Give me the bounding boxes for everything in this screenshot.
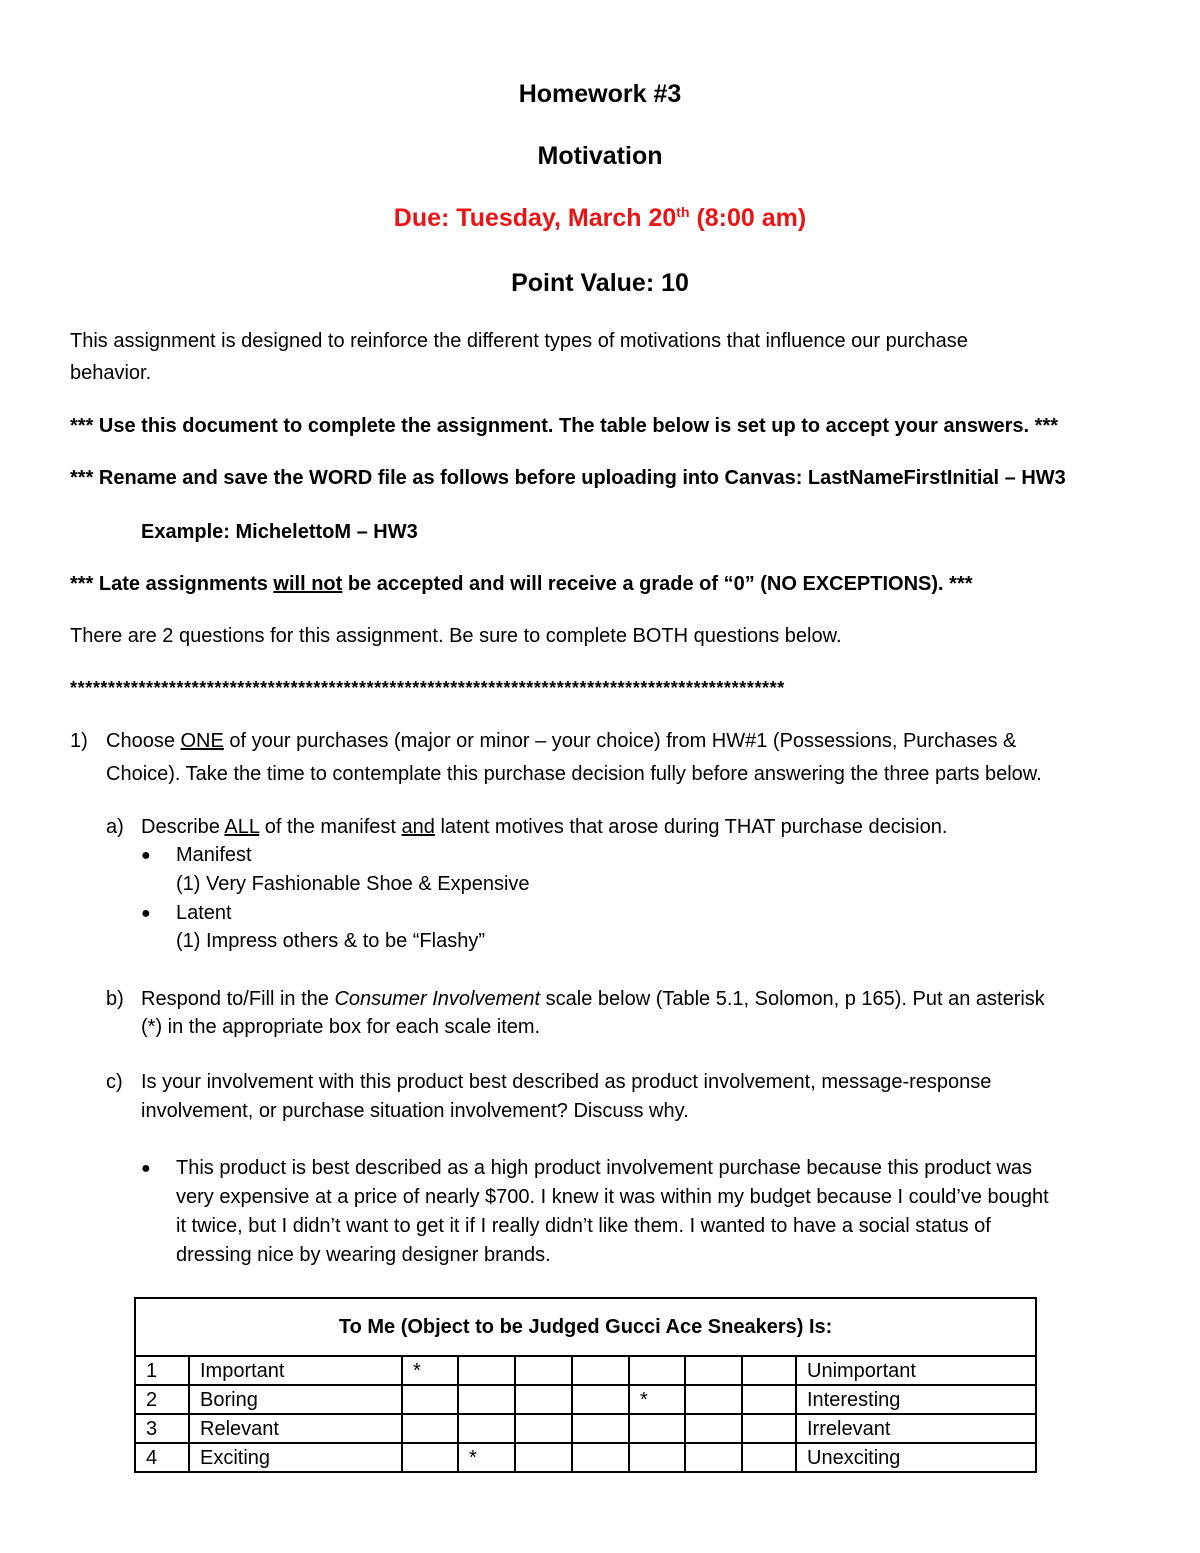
due-date: Due: Tuesday, March 20th (8:00 am) xyxy=(393,204,807,232)
document-subtitle: Motivation xyxy=(537,142,663,170)
bullet-icon: ● xyxy=(141,905,151,922)
use-document-note: *** Use this document to complete the assignment. The table below is set up to accept your answers. *** xyxy=(70,415,1059,437)
scale-cell[interactable]: * xyxy=(458,1443,515,1472)
part-c-answer-line-3: it twice, but I didn’t want to get it if I really didn’t like them. I wanted to have a social status of xyxy=(176,1215,991,1237)
scale-cell[interactable] xyxy=(685,1414,742,1443)
scale-cell[interactable] xyxy=(572,1414,629,1443)
scale-cell[interactable] xyxy=(572,1443,629,1472)
rename-example: Example: MichelettoM – HW3 xyxy=(141,521,418,543)
question-1-number: 1) xyxy=(70,730,88,752)
questions-note: There are 2 questions for this assignment. Be sure to complete BOTH questions below. xyxy=(70,625,842,647)
manifest-label: Manifest xyxy=(176,844,252,866)
scale-right-label: Unimportant xyxy=(796,1356,1036,1385)
scale-cell[interactable] xyxy=(402,1385,458,1414)
scale-cell[interactable] xyxy=(458,1385,515,1414)
question-1-line-2: Choice). Take the time to contemplate this purchase decision fully before answering the three parts below. xyxy=(106,763,1042,785)
scale-cell[interactable] xyxy=(515,1443,572,1472)
scale-row xyxy=(135,1414,1036,1443)
scale-row xyxy=(135,1385,1036,1414)
latent-item: (1) Impress others & to be “Flashy” xyxy=(176,930,485,952)
scale-row-number: 1 xyxy=(135,1356,189,1385)
scale-cell[interactable] xyxy=(629,1443,685,1472)
manifest-item: (1) Very Fashionable Shoe & Expensive xyxy=(176,873,530,895)
scale-left-label: Relevant xyxy=(189,1414,402,1443)
scale-cell[interactable] xyxy=(515,1356,572,1385)
scale-row-number: 4 xyxy=(135,1443,189,1472)
separator-stars: ********************************************************************************************** xyxy=(70,678,785,698)
part-a-label: a) xyxy=(106,816,124,838)
intro-line-1: This assignment is designed to reinforce the different types of motivations that influence our purchase xyxy=(70,330,968,352)
scale-row xyxy=(135,1356,1036,1385)
scale-cell[interactable] xyxy=(458,1356,515,1385)
scale-cell[interactable] xyxy=(572,1385,629,1414)
scale-cell[interactable]: * xyxy=(402,1356,458,1385)
part-c-answer-line-2: very expensive at a price of nearly $700. I knew it was within my budget because I could’ve bought xyxy=(176,1186,1049,1208)
part-c-answer-line-4: dressing nice by wearing designer brands. xyxy=(176,1244,551,1266)
scale-cell[interactable] xyxy=(402,1414,458,1443)
point-value: Point Value: 10 xyxy=(511,269,689,297)
involvement-scale-table xyxy=(134,1297,1037,1473)
part-c-line-1: Is your involvement with this product best described as product involvement, message-response xyxy=(141,1071,992,1093)
question-1-line-1: Choose ONE of your purchases (major or minor – your choice) from HW#1 (Possessions, Purchases & xyxy=(106,730,1017,752)
scale-cell[interactable] xyxy=(515,1385,572,1414)
bullet-icon: ● xyxy=(141,847,151,864)
scale-cell[interactable]: * xyxy=(629,1385,685,1414)
scale-cell[interactable] xyxy=(629,1356,685,1385)
scale-left-label: Boring xyxy=(189,1385,402,1414)
bullet-icon: ● xyxy=(141,1160,151,1177)
scale-right-label: Interesting xyxy=(796,1385,1036,1414)
part-b-line-1: Respond to/Fill in the Consumer Involvement scale below (Table 5.1, Solomon, p 165). Put an asterisk xyxy=(141,988,1045,1010)
scale-row xyxy=(135,1443,1036,1472)
scale-row-number: 3 xyxy=(135,1414,189,1443)
scale-cell[interactable] xyxy=(629,1414,685,1443)
scale-left-label: Important xyxy=(189,1356,402,1385)
scale-cell[interactable] xyxy=(515,1414,572,1443)
part-b-label: b) xyxy=(106,988,124,1010)
scale-cell[interactable] xyxy=(402,1443,458,1472)
intro-line-2: behavior. xyxy=(70,362,152,384)
part-a-text: Describe ALL of the manifest and latent motives that arose during THAT purchase decision. xyxy=(141,816,948,838)
rename-note: *** Rename and save the WORD file as follows before uploading into Canvas: LastNameFirstInitial – HW3 xyxy=(70,467,1066,489)
scale-cell[interactable] xyxy=(742,1356,796,1385)
part-b-line-2: (*) in the appropriate box for each scale item. xyxy=(141,1016,541,1038)
scale-cell[interactable] xyxy=(685,1385,742,1414)
late-policy-note: *** Late assignments will not be accepted and will receive a grade of “0” (NO EXCEPTIONS). *** xyxy=(70,573,973,595)
scale-cell[interactable] xyxy=(685,1356,742,1385)
scale-right-label: Irrelevant xyxy=(796,1414,1036,1443)
scale-right-label: Unexciting xyxy=(796,1443,1036,1472)
scale-cell[interactable] xyxy=(685,1443,742,1472)
part-c-label: c) xyxy=(106,1071,123,1093)
scale-cell[interactable] xyxy=(742,1385,796,1414)
scale-header: To Me (Object to be Judged Gucci Ace Sneakers) Is: xyxy=(135,1298,1036,1356)
scale-cell[interactable] xyxy=(572,1356,629,1385)
scale-header-row xyxy=(135,1298,1036,1356)
part-c-answer-line-1: This product is best described as a high product involvement purchase because this product was xyxy=(176,1157,1033,1179)
document-title: Homework #3 xyxy=(518,80,682,108)
part-c-line-2: involvement, or purchase situation involvement? Discuss why. xyxy=(141,1100,689,1122)
scale-cell[interactable] xyxy=(458,1414,515,1443)
scale-row-number: 2 xyxy=(135,1385,189,1414)
latent-label: Latent xyxy=(176,902,232,924)
scale-left-label: Exciting xyxy=(189,1443,402,1472)
scale-cell[interactable] xyxy=(742,1443,796,1472)
scale-cell[interactable] xyxy=(742,1414,796,1443)
